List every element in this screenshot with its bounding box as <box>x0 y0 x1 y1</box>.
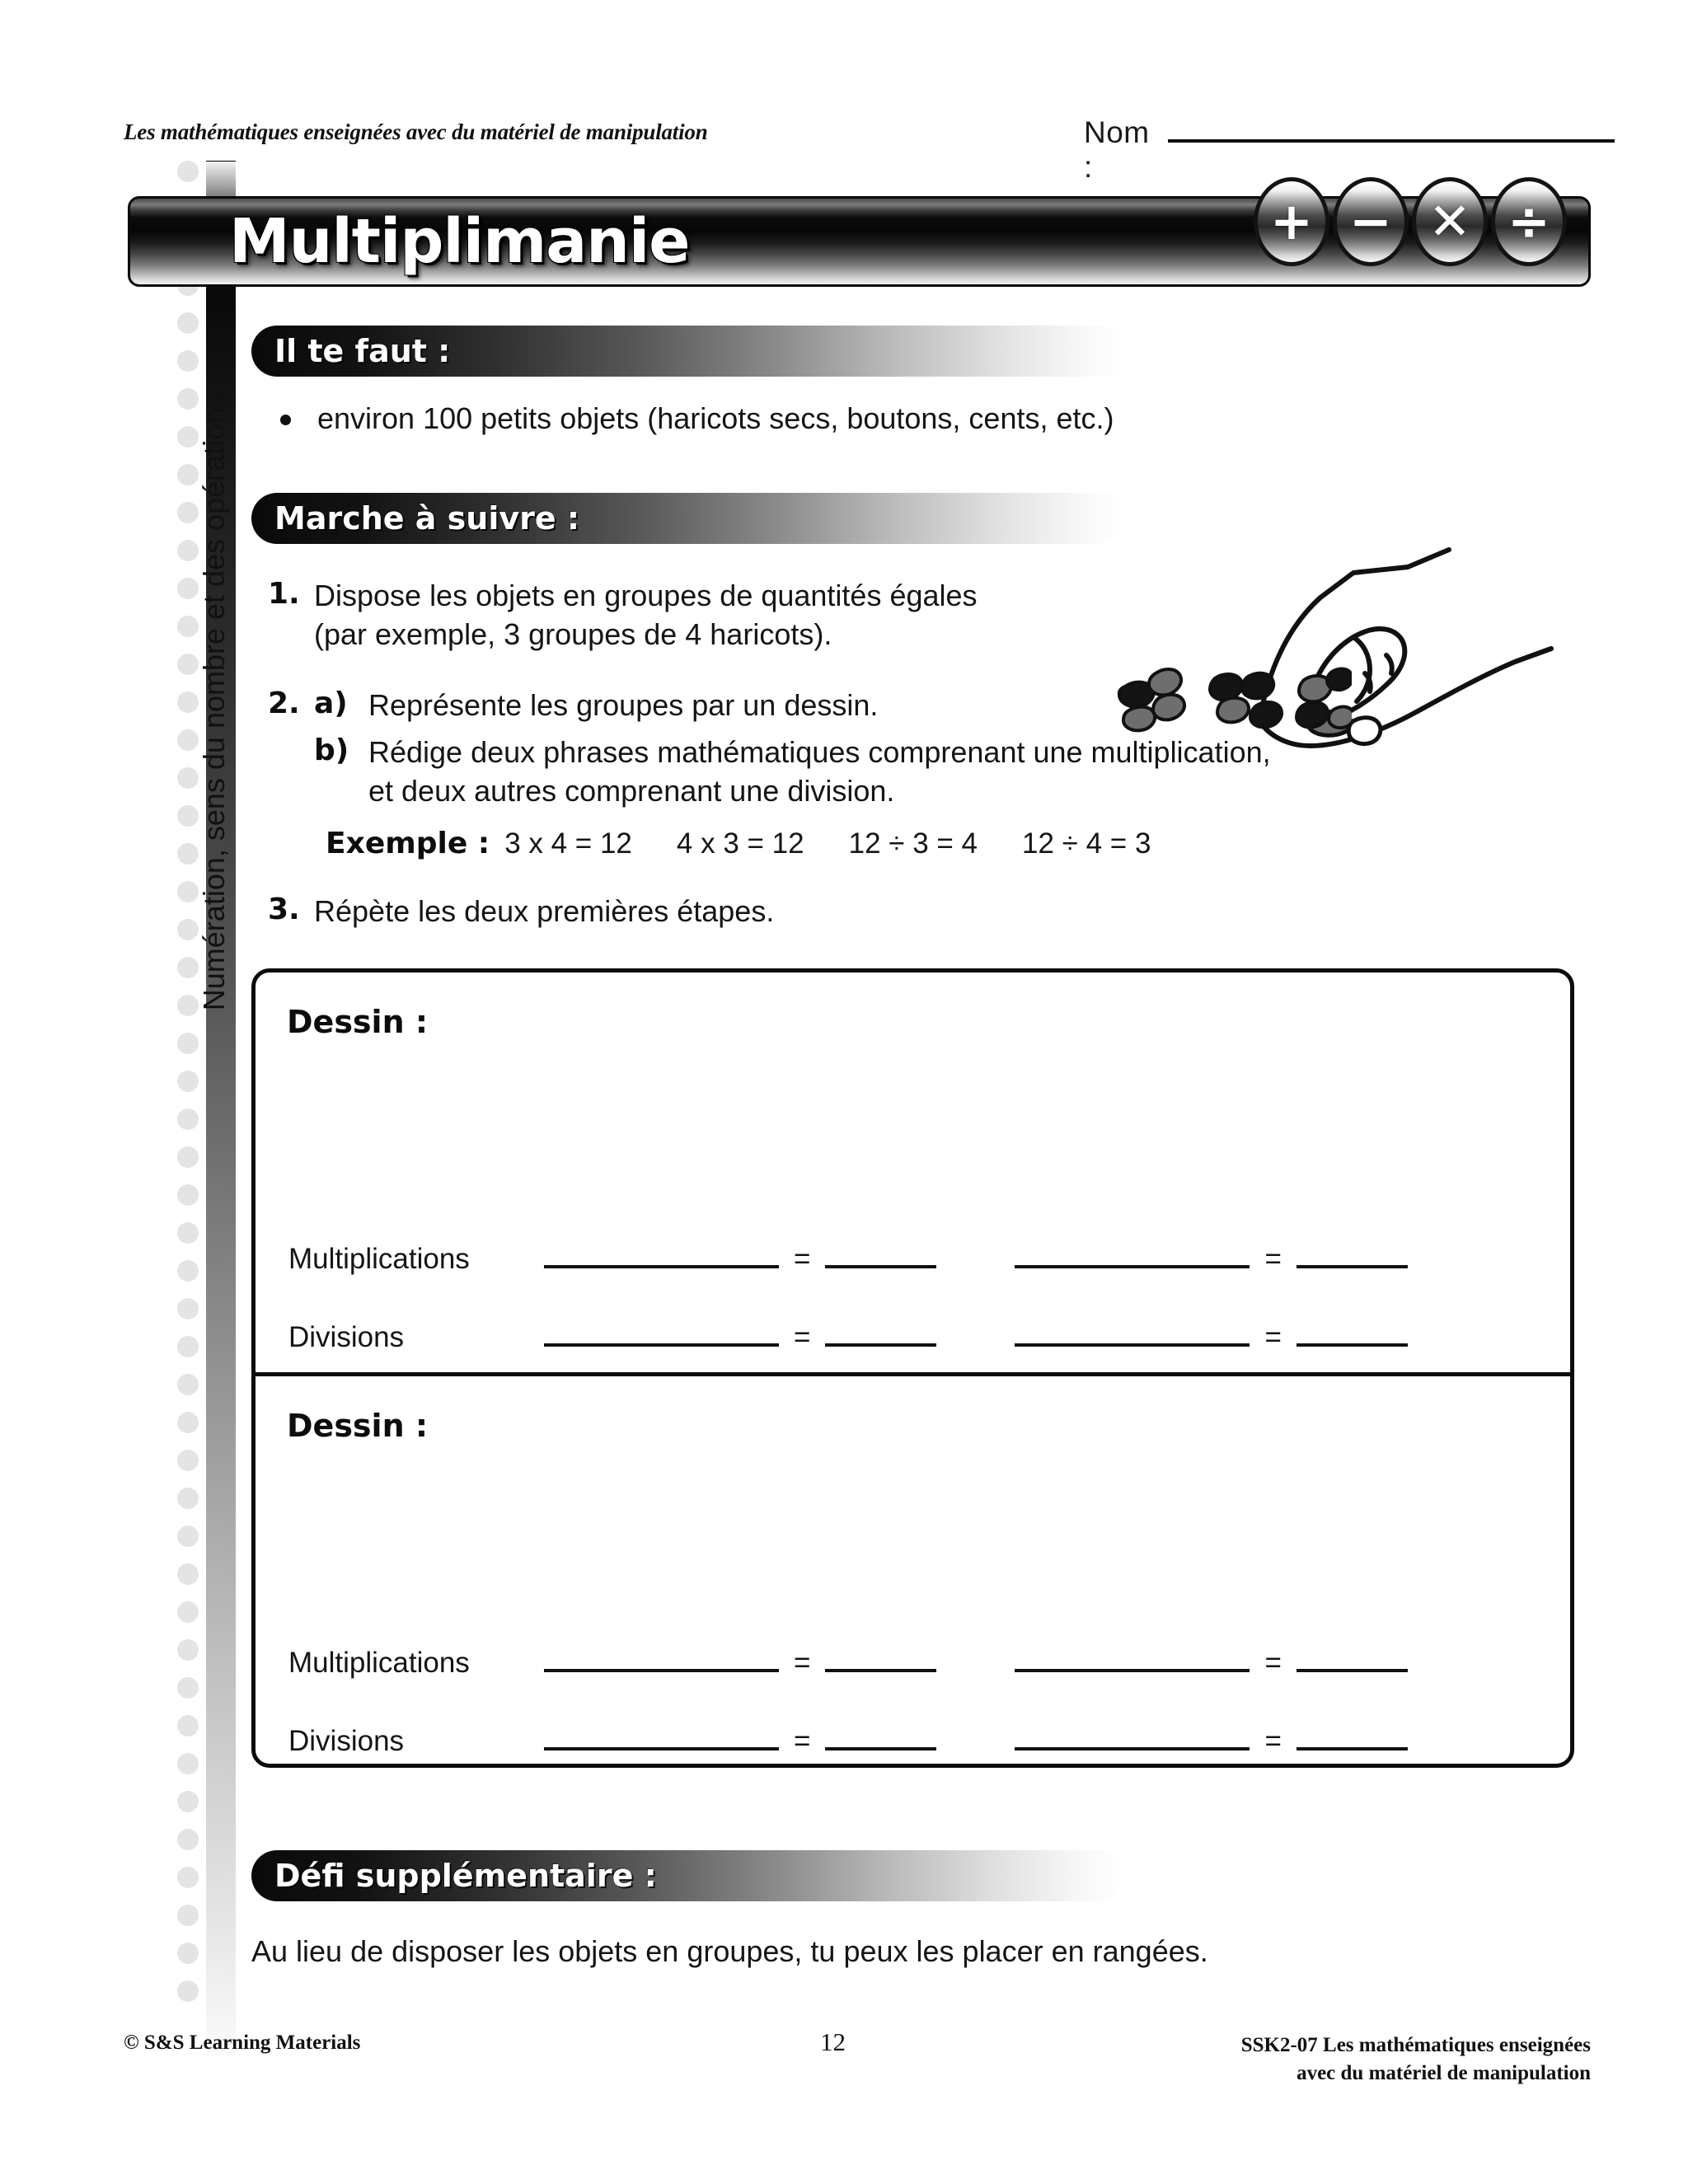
spiral-dot <box>177 1450 199 1471</box>
step-number: 1. <box>268 577 300 611</box>
materials-heading-bar <box>251 326 1125 377</box>
spiral-dot <box>177 1715 199 1736</box>
footer-copyright: © S&S Learning Materials <box>124 2032 361 2054</box>
footer-code-line-1: SSK2-07 Les mathématiques enseignées <box>1240 2034 1591 2056</box>
spiral-dot <box>177 1336 199 1357</box>
example-equation: 4 x 3 = 12 <box>676 827 804 860</box>
spiral-dot <box>177 388 199 410</box>
answer-blank[interactable] <box>825 1319 936 1347</box>
minus-icon <box>1333 177 1409 266</box>
step-text <box>314 577 978 654</box>
spiral-dot <box>177 1791 199 1812</box>
spiral-dot <box>177 1829 199 1850</box>
answer-blank[interactable] <box>1015 1240 1250 1268</box>
substep-letter: a) <box>314 687 348 720</box>
spiral-dot <box>177 502 199 523</box>
spiral-dot <box>177 1184 199 1206</box>
answer-blank[interactable] <box>1296 1644 1408 1672</box>
materials-heading: Il te faut : <box>274 333 451 369</box>
procedure-heading-bar <box>251 493 1125 544</box>
challenge-heading-bar <box>251 1850 1125 1901</box>
plus-icon-glyph: + <box>1270 191 1313 251</box>
spiral-dot <box>177 767 199 789</box>
drawing-label-2: Dessin : <box>287 1408 429 1444</box>
spiral-dot <box>177 1639 199 1661</box>
example-equation: 3 x 4 = 12 <box>504 827 632 860</box>
substep-b <box>314 733 1271 811</box>
answer-blank[interactable] <box>825 1240 936 1268</box>
substep-text: Représente les groupes par un dessin. <box>368 688 879 722</box>
divisions-row-1 <box>288 1319 1541 1354</box>
answer-blank[interactable] <box>544 1319 779 1347</box>
spiral-dot <box>177 1033 199 1054</box>
spiral-dot <box>177 1980 199 2002</box>
spiral-dot <box>177 1260 199 1282</box>
step-line: Dispose les objets en groupes de quantités égales <box>314 579 978 612</box>
answer-box-divider <box>256 1372 1570 1376</box>
row-label: Divisions <box>288 1321 405 1353</box>
bean-scatter <box>1080 655 1352 738</box>
equals-sign: = <box>794 1243 811 1275</box>
spiral-dot <box>177 1943 199 1964</box>
answer-blank[interactable] <box>544 1722 779 1750</box>
multiply-icon <box>1412 177 1488 266</box>
divide-icon <box>1491 177 1567 266</box>
example-equation: 12 ÷ 3 = 4 <box>848 827 978 860</box>
spiral-dot <box>177 995 199 1016</box>
answer-blank[interactable] <box>544 1644 779 1672</box>
page-number: 12 <box>820 2027 846 2056</box>
operation-icon-group <box>1254 177 1567 266</box>
plus-icon <box>1254 177 1329 266</box>
spiral-dot <box>177 691 199 713</box>
spiral-dot <box>177 1563 199 1585</box>
equals-sign: = <box>1264 1725 1282 1757</box>
procedure-step-1 <box>268 577 978 654</box>
step-number: 2. <box>268 687 300 720</box>
substep-text <box>368 733 1271 811</box>
substep-line: et deux autres comprenant une division. <box>368 773 895 808</box>
spiral-dot <box>177 312 199 334</box>
answer-blank[interactable] <box>1296 1722 1408 1750</box>
challenge-text: Au lieu de disposer les objets en groupes, tu peux les placer en rangées. <box>251 1934 1208 1968</box>
spiral-dot <box>177 350 199 372</box>
footer-product-code <box>1241 2032 1591 2088</box>
spiral-dot <box>177 578 199 599</box>
substep-letter: b) <box>314 733 349 767</box>
title-banner <box>128 191 1591 287</box>
answer-blank[interactable] <box>1015 1319 1250 1347</box>
answer-blank[interactable] <box>1015 1644 1250 1672</box>
challenge-heading: Défi supplémentaire : <box>274 1858 657 1894</box>
answer-blank[interactable] <box>544 1240 779 1268</box>
spiral-dot <box>177 426 199 448</box>
answer-blank[interactable] <box>1015 1722 1250 1750</box>
spiral-dot <box>177 616 199 637</box>
spiral-dot <box>177 843 199 865</box>
equals-sign: = <box>1264 1321 1282 1353</box>
bullet-icon <box>280 415 291 425</box>
name-field-group <box>1084 111 1615 185</box>
procedure-heading: Marche à suivre : <box>274 500 580 537</box>
row-label: Multiplications <box>288 1243 470 1275</box>
spiral-dot <box>177 1601 199 1623</box>
document-header <box>124 115 1591 184</box>
bean-group-1 <box>1119 669 1184 730</box>
spiral-dot <box>177 1753 199 1774</box>
bean-group-3 <box>1296 669 1352 729</box>
procedure-step-3 <box>268 893 774 931</box>
divide-icon-glyph: ÷ <box>1507 191 1550 251</box>
answer-box <box>251 968 1574 1768</box>
spiral-dot <box>177 1222 199 1244</box>
materials-item-text: environ 100 petits objets (haricots secs, boutons, cents, etc.) <box>317 401 1114 435</box>
answer-blank[interactable] <box>1296 1319 1408 1347</box>
spiral-dot <box>177 464 199 485</box>
spiral-dot <box>177 1146 199 1168</box>
example-label: Exemple : <box>326 827 490 860</box>
row-label: Multiplications <box>288 1647 470 1679</box>
name-input-line[interactable] <box>1168 111 1615 143</box>
bean-group-2 <box>1210 673 1282 728</box>
spiral-dot <box>177 654 199 675</box>
answer-blank[interactable] <box>1296 1240 1408 1268</box>
spiral-dot <box>177 919 199 940</box>
equals-sign: = <box>794 1725 811 1757</box>
example-row <box>326 827 1151 860</box>
example-equation: 12 ÷ 4 = 3 <box>1022 827 1151 860</box>
bean-scatter-svg <box>1080 655 1352 738</box>
spiral-dot <box>177 1412 199 1433</box>
spiral-dot <box>177 1298 199 1319</box>
equals-sign: = <box>794 1321 811 1353</box>
multiply-icon-glyph: ✕ <box>1428 191 1471 251</box>
answer-blank[interactable] <box>825 1644 936 1672</box>
spiral-dot <box>177 1488 199 1509</box>
drawing-label-1: Dessin : <box>287 1004 429 1040</box>
spiral-dot <box>177 1526 199 1547</box>
spiral-dot <box>177 161 199 182</box>
footer-code-line-2: avec du matériel de manipulation <box>1296 2061 1591 2084</box>
materials-list-item <box>280 400 1114 438</box>
minus-icon-glyph: − <box>1349 191 1392 251</box>
strand-label: Numération, sens du nombre et des opérations <box>197 391 231 1011</box>
multiplications-row-1 <box>288 1240 1541 1276</box>
spiral-dot <box>177 1374 199 1395</box>
series-title: Les mathématiques enseignées avec du matériel de manipulation <box>124 120 708 144</box>
name-label: Nom : <box>1084 115 1150 184</box>
answer-blank[interactable] <box>825 1722 936 1750</box>
spiral-dot <box>177 1677 199 1699</box>
spiral-dot <box>177 1867 199 1888</box>
spiral-dot <box>177 881 199 902</box>
substep-line: Rédige deux phrases mathématiques comprenant une multiplication, <box>368 734 1271 769</box>
multiplications-row-2 <box>288 1644 1541 1680</box>
spiral-dot <box>177 1108 199 1130</box>
spiral-dot <box>177 1071 199 1092</box>
spiral-dot <box>177 540 199 561</box>
divisions-row-2 <box>288 1722 1541 1758</box>
spiral-dot <box>177 1905 199 1926</box>
spiral-dot <box>177 805 199 827</box>
equals-sign: = <box>794 1647 811 1679</box>
equals-sign: = <box>1264 1647 1282 1679</box>
step-text: Répète les deux premières étapes. <box>314 894 775 928</box>
page-title: Multiplimanie <box>229 206 690 277</box>
spiral-dot <box>177 957 199 978</box>
step-line: (par exemple, 3 groupes de 4 haricots). <box>314 616 832 651</box>
equals-sign: = <box>1264 1243 1282 1275</box>
step-number: 3. <box>268 893 300 926</box>
spiral-dot <box>177 729 199 751</box>
row-label: Divisions <box>288 1725 405 1757</box>
